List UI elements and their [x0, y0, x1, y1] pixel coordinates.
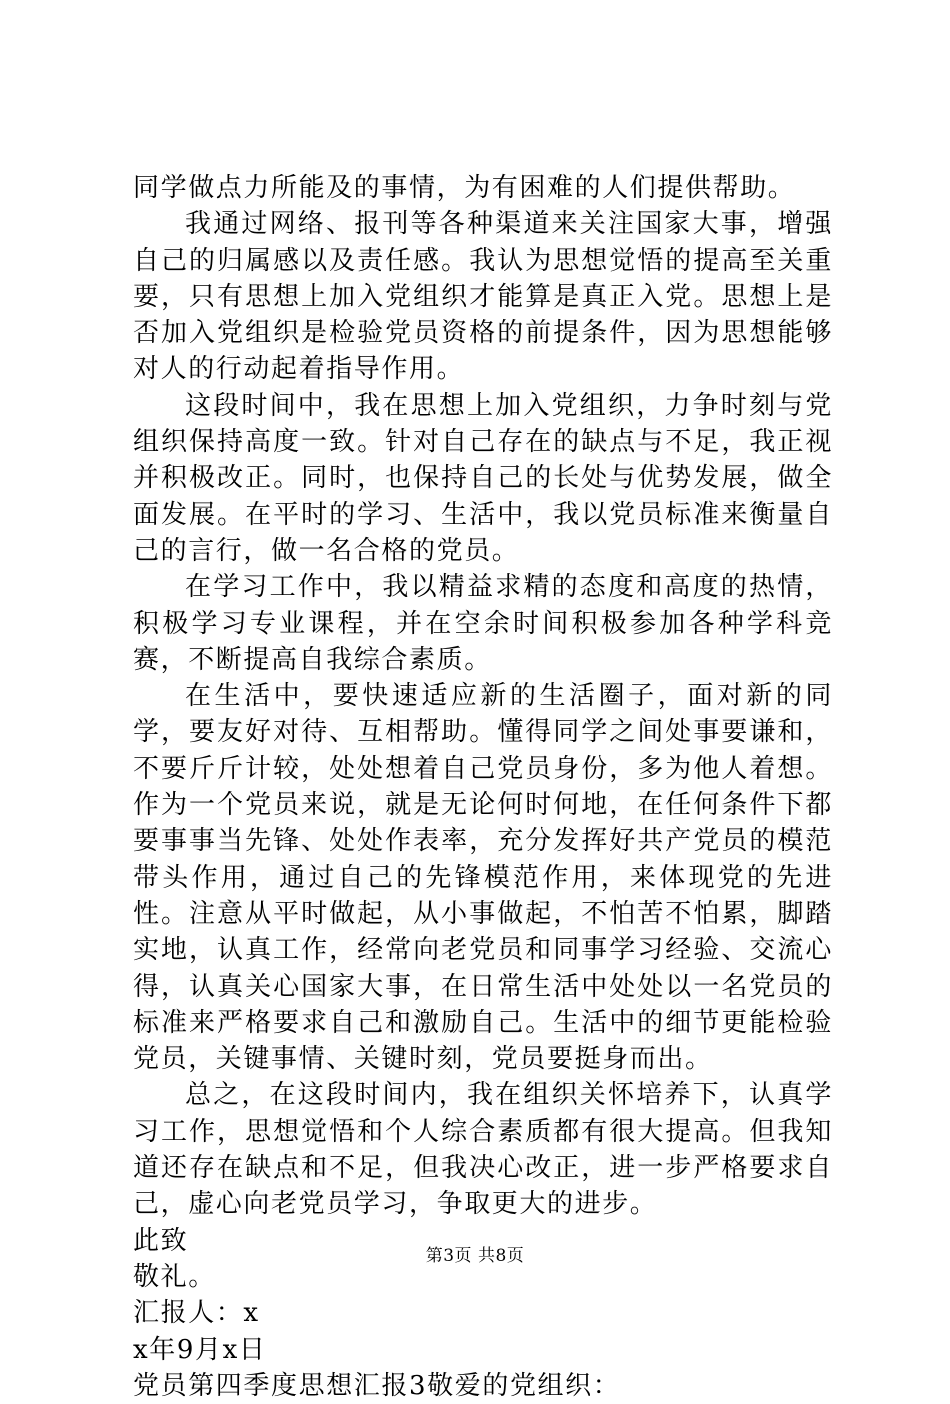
- closing-line: 此致: [133, 1225, 189, 1256]
- salute-line: 敬礼。: [133, 1261, 216, 1292]
- paragraph-daily-life: 在生活中，要快速适应新的生活圈子，面对新的同学，要友好对待、互相帮助。懂得同学之间处事要谦和，不要斤斤计较，处处想着自己党员身份，多为他人着想。作为一个党员来说，就是无论何时何地，在任何条件下都要事事当先锋、处处作表率，充分发挥好共产党员的模范带头作用，通过自己的先锋模范作用，来体现党的先进性。注意从平时做起，从小事做起，不怕苦不怕累，脚踏实地，认真工作，经常向老党员和同事学习经验、交流心得，认真关心国家大事，在日常生活中处处以一名党员的标准来严格要求自己和激励自己。生活中的细节更能检验党员，关键事情、关键时刻，党员要挺身而出。: [133, 681, 833, 1075]
- paragraph-continuation: 同学做点力所能及的事情，为有困难的人们提供帮助。: [133, 173, 796, 203]
- document-body: [133, 170, 833, 1404]
- paragraph-thought-alignment: 这段时间中，我在思想上加入党组织，力争时刻与党组织保持高度一致。针对自己存在的缺点与不足，我正视并积极改正。同时，也保持自己的长处与优势发展，做全面发展。在平时的学习、生活中，我以党员标准来衡量自己的言行，做一名合格的党员。: [133, 390, 833, 566]
- page-number-footer: 第3页 共8页: [425, 1246, 525, 1266]
- reporter-line: 汇报人：x: [133, 1298, 260, 1329]
- paragraph-summary: 总之，在这段时间内，我在组织关怀培养下，认真学习工作，思想觉悟和个人综合素质都有很大提高。但我知道还存在缺点和不足，但我决心改正，进一步严格要求自己，虚心向老党员学习，争取更大的进步。: [133, 1080, 833, 1220]
- date-line: x年9月x日: [133, 1334, 267, 1365]
- paragraph-attention-news: 我通过网络、报刊等各种渠道来关注国家大事，增强自己的归属感以及责任感。我认为思想觉悟的提高至关重要，只有思想上加入党组织才能算是真正入党。思想上是否加入党组织是检验党员资格的前提条件，因为思想能够对人的行动起着指导作用。: [133, 209, 833, 385]
- next-report-title: 党员第四季度思想汇报3敬爱的党组织：: [133, 1370, 621, 1401]
- paragraph-study-work: 在学习工作中，我以精益求精的态度和高度的热情，积极学习专业课程，并在空余时间积极参加各种学科竞赛，不断提高自我综合素质。: [133, 572, 833, 675]
